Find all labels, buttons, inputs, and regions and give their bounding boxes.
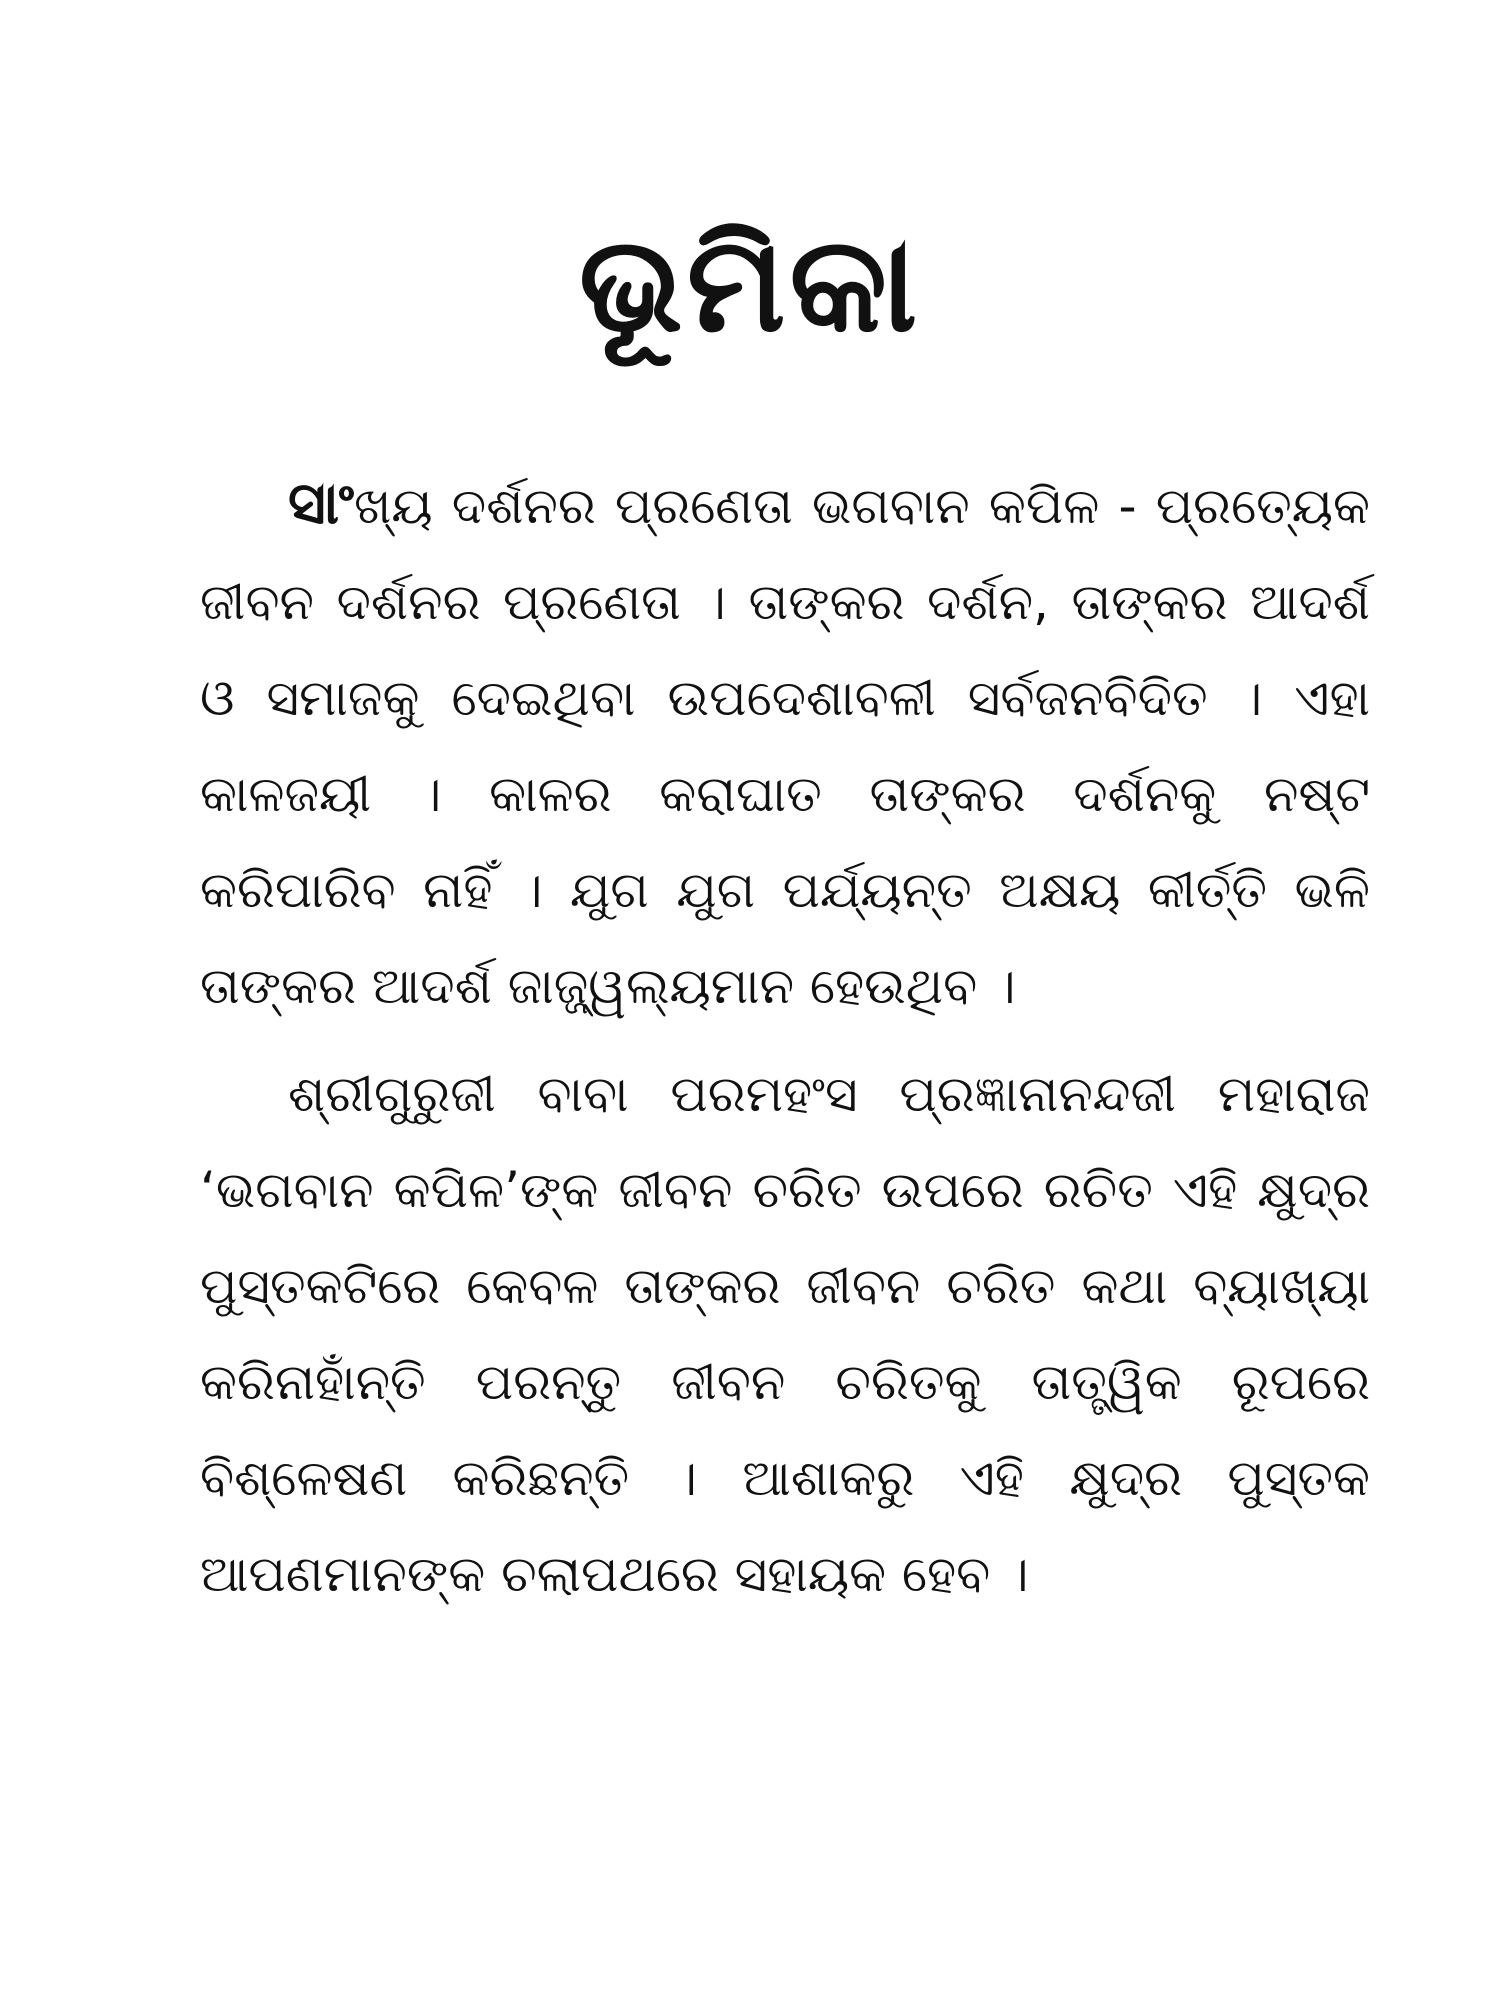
paragraph-1-text: ଖ୍ୟ ଦର୍ଶନର ପ୍ରଣେତା ଭଗବାନ କପିଳ - ପ୍ରତ୍ୟେକ ଜୀବନ ଦର୍ଶନର ପ୍ରଣେତା । ତାଙ୍କର ଦର୍ଶନ, ତାଙ୍କର ଆଦର୍ଶ ଓ ସମାଜକୁ ଦେଇଥିବା ଉପଦେଶାବଳୀ ସର୍ବଜନବିଦିତ । ଏହା କାଳଜୟୀ । କାଳର କରାଘାତ ତାଙ୍କର ଦର୍ଶନକୁ ନଷ୍ଟ କରିପାରିବ ନାହିଁ । ଯୁଗ ଯୁଗ ପର୍ଯ୍ୟନ୍ତ ଅକ୍ଷୟ କୀର୍ତ୍ତି ଭଳି ତାଙ୍କର ଆଦର୍ଶ ଜାଜ୍ଜ୍ୱଲ୍ୟମାନ ହେଉଥିବ । xyxy=(200,477,1370,1015)
body-text xyxy=(200,455,1370,1622)
page-title: ଭୂମିକା xyxy=(578,208,922,362)
paragraph-1 xyxy=(200,455,1370,1034)
paragraph-2 xyxy=(200,1046,1370,1622)
paragraph-2-text: ଶ୍ରୀଗୁରୁଜୀ ବାବା ପରମହଂସ ପ୍ରଜ୍ଞାନାନନ୍ଦଜୀ ମହାରାଜ ‘ଭଗବାନ କପିଳ’ଙ୍କ ଜୀବନ ଚରିତ ଉପରେ ରଚିତ ଏହି କ୍ଷୁଦ୍ର ପୁସ୍ତକଟିରେ କେବଳ ତାଙ୍କର ଜୀବନ ଚରିତ କଥା ବ୍ୟାଖ୍ୟା କରିନାହାଁନ୍ତି ପରନ୍ତୁ ଜୀବନ ଚରିତକୁ ତାତ୍ତ୍ୱିକ ରୂପରେ ବିଶ୍ଳେଷଣ କରିଛନ୍ତି । ଆଶାକରୁ ଏହି କ୍ଷୁଦ୍ର ପୁସ୍ତକ ଆପଣମାନଙ୍କ ଚଲାପଥରେ ସହାୟକ ହେବ । xyxy=(200,1065,1370,1603)
paragraph-1-lead: ସାଂ xyxy=(288,469,354,537)
